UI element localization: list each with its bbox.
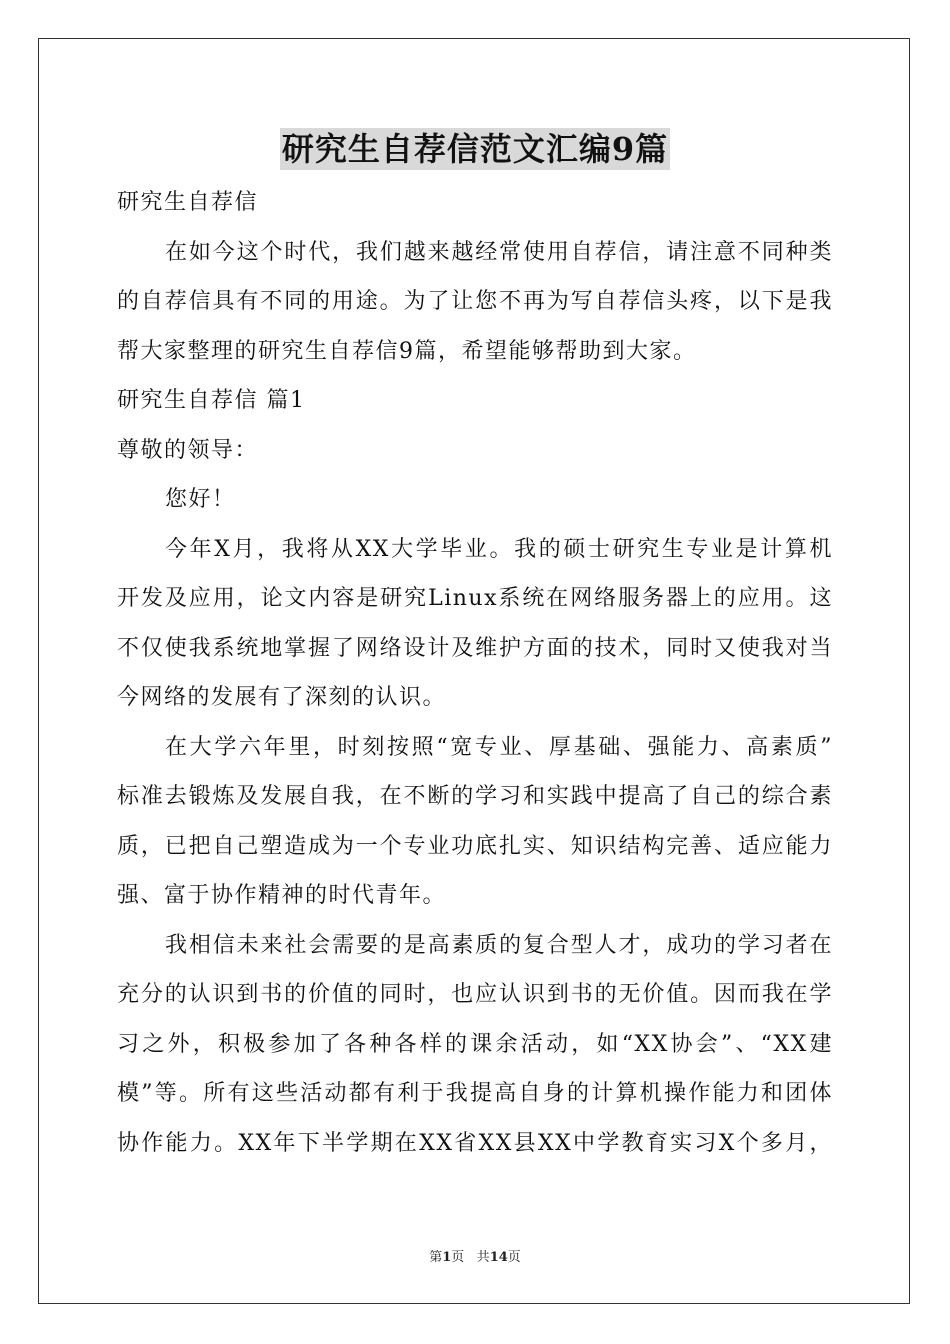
text-line: 标准去锻炼及发展自我，在不断的学习和实践中提高了自己的综合素 bbox=[117, 784, 833, 809]
title-wrap bbox=[0, 128, 950, 170]
text-line: 您好！ bbox=[165, 487, 236, 512]
page-suffix: 页 bbox=[451, 1250, 465, 1265]
text-line: 的自荐信具有不同的用途。为了让您不再为写自荐信头疼，以下是我 bbox=[117, 289, 833, 314]
text-line: 开发及应用，论文内容是研究Linux系统在网络服务器上的应用。这 bbox=[117, 586, 833, 611]
text-line: 在大学六年里，时刻按照“宽专业、厚基础、强能力、高素质” bbox=[165, 734, 833, 760]
text-line: 今年X月，我将从XX大学毕业。我的硕士研究生专业是计算机 bbox=[165, 536, 833, 562]
text-line: 在如今这个时代，我们越来越经常使用自荐信，请注意不同种类 bbox=[165, 239, 833, 265]
text-line: 充分的认识到书的价值的同时，也应认识到书的无价值。因而我在学 bbox=[117, 982, 833, 1007]
text-line: 研究生自荐信 篇1 bbox=[117, 388, 306, 413]
text-line: 我相信未来社会需要的是高素质的复合型人才，成功的学习者在 bbox=[165, 932, 833, 958]
text-line: 模”等。所有这些活动都有利于我提高自身的计算机操作能力和团体 bbox=[117, 1081, 833, 1106]
total-prefix: 共 bbox=[476, 1250, 490, 1265]
text-line: 习之外，积极参加了各种各样的课余活动，如“XX协会”、“XX建 bbox=[117, 1031, 833, 1057]
text-line: 协作能力。XX年下半学期在XX省XX县XX中学教育实习X个多月， bbox=[117, 1130, 833, 1156]
page-number: 1 bbox=[442, 1250, 452, 1265]
text-line: 今网络的发展有了深刻的认识。 bbox=[117, 685, 447, 710]
text-line: 帮大家整理的研究生自荐信9篇，希望能够帮助到大家。 bbox=[117, 338, 697, 364]
page-prefix: 第 bbox=[429, 1250, 443, 1265]
document-body bbox=[117, 178, 833, 1168]
text-line: 不仅使我系统地掌握了网络设计及维护方面的技术，同时又使我对当 bbox=[117, 635, 833, 661]
text-line: 质，已把自己塑造成为一个专业功底扎实、知识结构完善、适应能力 bbox=[117, 833, 833, 859]
text-line: 尊敬的领导： bbox=[117, 437, 259, 463]
document-title: 研究生自荐信范文汇编9篇 bbox=[281, 130, 669, 168]
total-pages: 14 bbox=[489, 1250, 508, 1265]
text-line: 强、富于协作精神的时代青年。 bbox=[117, 883, 447, 908]
page-footer bbox=[0, 1246, 950, 1265]
text-line: 研究生自荐信 bbox=[117, 190, 259, 215]
total-suffix: 页 bbox=[507, 1250, 521, 1265]
